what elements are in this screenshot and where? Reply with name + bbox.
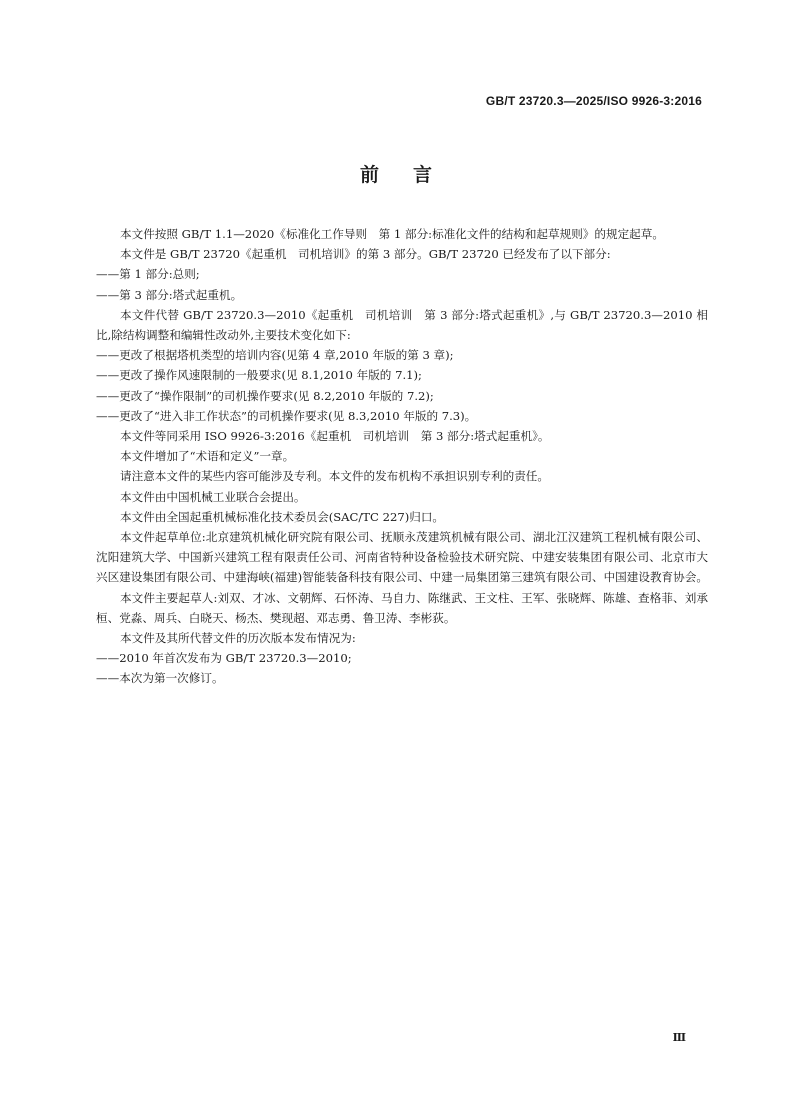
paragraph-patent-notice: 请注意本文件的某些内容可能涉及专利。本文件的发布机构不承担识别专利的责任。: [120, 469, 549, 484]
paragraph-iso-adoption: 本文件等同采用 ISO 9926-3:2016《起重机 司机培训 第 3 部分:塔式起重机》。: [120, 429, 550, 444]
paragraph-drafters: 本文件主要起草人:刘双、才冰、文朝辉、石怀涛、马自力、陈继武、王文柱、王军、张晓辉、陈雄、查格菲、刘承桓、党淼、周兵、白晓天、杨杰、樊现超、邓志勇、鲁卫涛、李彬荻。: [96, 590, 708, 625]
list-item-change-3: ——更改了“操作限制”的司机操作要求(见 8.2,2010 年版的 7.2);: [96, 388, 434, 403]
list-item-history-revision: ——本次为第一次修订。: [96, 671, 224, 686]
paragraph-drafting-units: 本文件起草单位:北京建筑机械化研究院有限公司、抚顺永茂建筑机械有限公司、湖北江汉建筑工程机械有限公司、沈阳建筑大学、中国新兴建筑工程有限责任公司、河南省特种设备检验技术研究院、中建安装集团有限公司、北京市大兴区建设集团有限公司、中建海峡(福建)智能装备科技有限公司、中建一局集团第三建筑有限公司、中国建设教育协会。: [96, 530, 708, 585]
paragraph-proposed-by: 本文件由中国机械工业联合会提出。: [120, 489, 306, 504]
list-item-change-4: ——更改了“进入非工作状态”的司机操作要求(见 8.3,2010 年版的 7.3)。: [96, 408, 477, 423]
paragraph-terms-added: 本文件增加了“术语和定义”一章。: [120, 449, 295, 464]
foreword-body: [96, 224, 708, 689]
list-item-part-1: ——第 1 部分:总则;: [96, 267, 200, 282]
list-item-change-2: ——更改了操作风速限制的一般要求(见 8.1,2010 年版的 7.1);: [96, 368, 422, 383]
standard-code-header: GB/T 23720.3—2025/ISO 9926-3:2016: [485, 94, 702, 108]
paragraph-drafting-rules: 本文件按照 GB/T 1.1—2020《标准化工作导则 第 1 部分:标准化文件的结构和起草规则》的规定起草。: [120, 227, 664, 241]
list-item-part-3: ——第 3 部分:塔式起重机。: [96, 287, 243, 302]
page-number: Ⅲ: [672, 1031, 686, 1044]
paragraph-administered-by: 本文件由全国起重机械标准化技术委员会(SAC/TC 227)归口。: [120, 509, 445, 524]
paragraph-series-parts: 本文件是 GB/T 23720《起重机 司机培训》的第 3 部分。GB/T 23720 已经发布了以下部分:: [120, 247, 611, 262]
list-item-change-1: ——更改了根据塔机类型的培训内容(见第 4 章,2010 年版的第 3 章);: [96, 348, 454, 363]
paragraph-replaces: 本文件代替 GB/T 23720.3—2010《起重机 司机培训 第 3 部分:塔式起重机》,与 GB/T 23720.3—2010 相比,除结构调整和编辑性改动外,主要技术变化如下:: [96, 307, 708, 343]
page-title: 前言: [359, 164, 466, 186]
list-item-history-2010: ——2010 年首次发布为 GB/T 23720.3—2010;: [96, 651, 352, 666]
paragraph-history: 本文件及其所代替文件的历次版本发布情况为:: [120, 631, 356, 646]
